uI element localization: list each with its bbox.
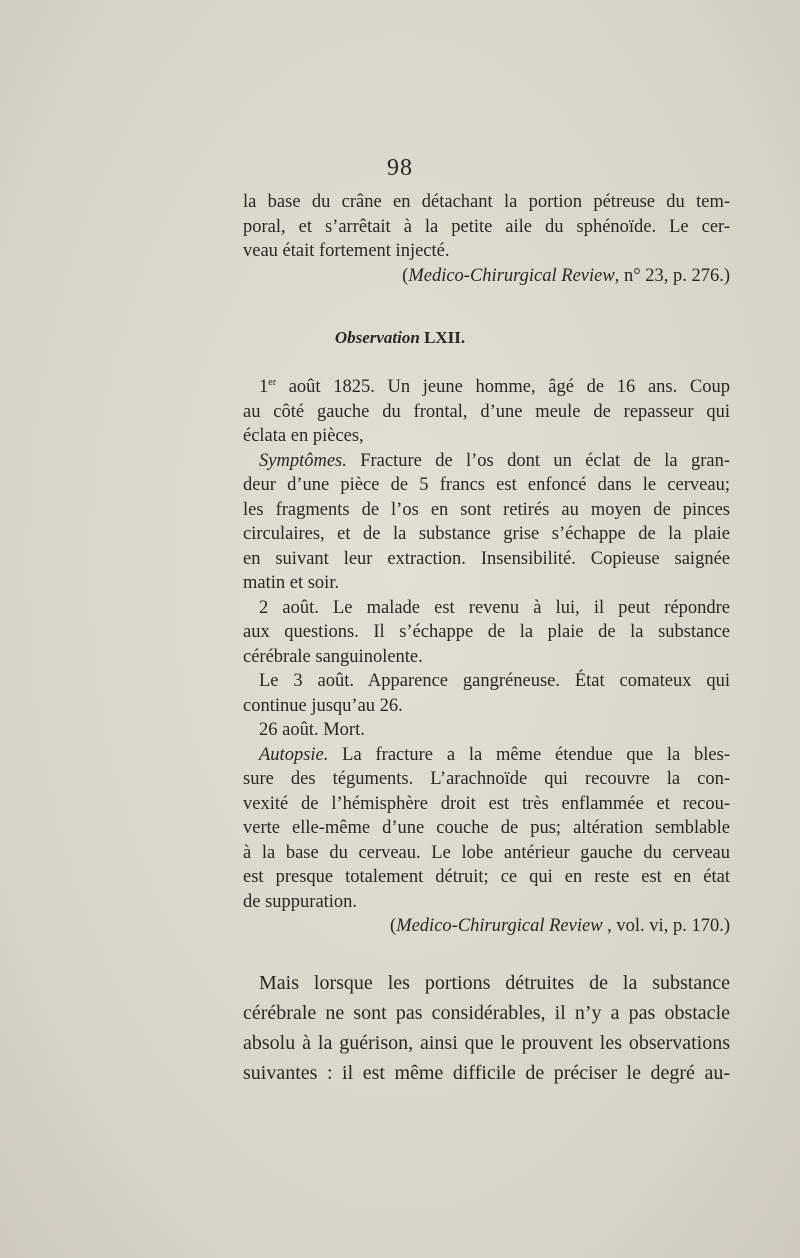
text-line: matin et soir. [243, 573, 340, 593]
text-line: à la base du cerveau. Le lobe antérieur gauche du cerveau [243, 842, 730, 863]
citation-source: Medico-Chirurgical Review [396, 916, 603, 936]
observation-heading [0, 328, 800, 348]
text-line: éclata en pièces, [243, 426, 364, 446]
text-line: au côté gauche du frontal, d’une meule de repasseur qui [243, 401, 730, 422]
text-line: sure des téguments. L’arachnoïde qui recouvre la con- [243, 769, 730, 789]
text-line: poral, et s’arrêtait à la petite aile du sphénoïde. Le cer- [243, 216, 730, 237]
text-line: 1er août 1825. Un jeune homme, âgé de 16 ans. Coup [259, 376, 730, 397]
text-line: Autopsie. La fracture a la même étendue que la bles- [259, 744, 730, 765]
text-line: veau était fortement injecté. [243, 241, 450, 261]
citation: (Medico-Chirurgical Review , vol. vi, p. 170.) [390, 916, 730, 936]
text-line: verte elle-même d’une couche de pus; altération semblable [243, 818, 730, 838]
text-line: deur d’une pièce de 5 francs est enfoncé dans le cerveau; [243, 475, 730, 495]
text-line: en suivant leur extraction. Insensibilité. Copieuse saignée [243, 548, 730, 569]
text-line: continue jusqu’au 26. [243, 695, 403, 716]
text-line: la base du crâne en détachant la portion pétreuse du tem- [243, 192, 730, 212]
citation: (Medico-Chirurgical Review, n° 23, p. 276.) [402, 265, 730, 286]
text-line: Mais lorsque les portions détruites de la substance [259, 972, 730, 994]
autopsie-label: Autopsie. [259, 744, 329, 765]
text-line: 2 août. Le malade est revenu à lui, il peut répondre [259, 597, 730, 618]
observation-numeral: LXII. [424, 328, 466, 347]
text-line: cérébrale sanguinolente. [243, 646, 423, 667]
text-line: absolu à la guérison, ainsi que le prouvent les observations [243, 1032, 730, 1054]
text-line: est presque totalement détruit; ce qui en reste est en état [243, 867, 730, 887]
citation-source: Medico-Chirurgical Review [408, 265, 615, 286]
text-line: suivantes : il est même difficile de préciser le degré au- [243, 1062, 730, 1084]
text-line: les fragments de l’os en sont retirés au moyen de pinces [243, 499, 730, 520]
text-line: 26 août. Mort. [259, 720, 365, 740]
observation-label: Observation [334, 328, 420, 347]
observation-body [243, 375, 730, 939]
text-line: circulaires, et de la substance grise s’échappe de la plaie [243, 524, 730, 544]
paragraph-continuation [243, 190, 730, 288]
paragraph-main [243, 968, 730, 1088]
text-line: Le 3 août. Apparence gangréneuse. État comateux qui [259, 671, 730, 691]
text-line: vexité de l’hémisphère droit est très enflammée et recou- [243, 793, 730, 814]
page-number: 98 [387, 155, 413, 181]
text-line: de suppuration. [243, 891, 358, 912]
text-line: aux questions. Il s’échappe de la plaie de la substance [243, 622, 730, 642]
text-line: Symptômes. Fracture de l’os dont un éclat de la gran- [259, 450, 730, 471]
text-line: cérébrale ne sont pas considérables, il n’y a pas obstacle [243, 1002, 730, 1024]
symptomes-label: Symptômes. [259, 450, 347, 471]
